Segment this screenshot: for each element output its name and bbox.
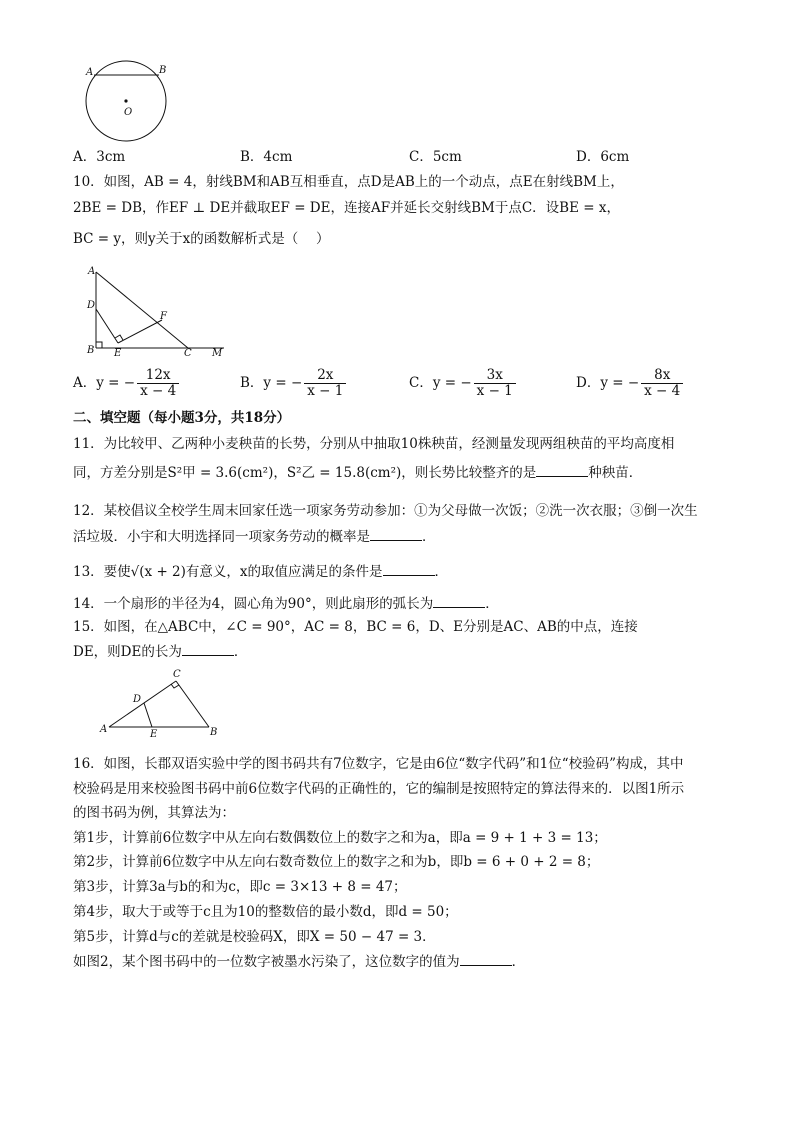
label-a: A [86,67,94,78]
label-c: C [173,669,181,680]
segment-de [144,703,152,727]
q12-line2-start: 活垃圾．小宇和大明选择同一项家务劳动的概率是 [73,529,370,545]
option-prefix: B．y = − [240,375,303,391]
denominator: x − 4 [644,383,681,399]
center-point [124,99,127,102]
q15-line1: 15．如图，在△ABC中，∠C = 90°，AC = 8，BC = 6，D、E分别是AC、AB的中点，连接 [73,619,638,635]
fraction [641,368,683,399]
segment-ac [96,272,188,348]
q14-answer-blank[interactable] [433,594,485,608]
q9-option-d[interactable]: D．6cm [576,149,630,165]
q10-option-a[interactable] [73,368,179,399]
q13-line [73,562,448,581]
q10-line3: BC = y，则y关于x的函数解析式是（ ） [73,231,330,247]
q16-last-line [73,952,525,971]
q16-line2: 校验码是用来校验图书码中前6位数字代码的正确性的，它的编制是按照特定的算法得来的．以图1所示 [73,781,685,797]
q16-step3: 第3步，计算3a与b的和为c，即c = 3×13 + 8 = 47； [73,879,407,895]
q10-option-d[interactable] [576,368,683,399]
label-m: M [212,348,223,359]
segment-ef [118,320,162,343]
q16-last-start: 如图2，某个图书码中的一位数字被墨水污染了，这位数字的值为 [73,954,460,970]
q14-start: 14．一个扇形的半径为4，圆心角为90°，则此扇形的弧长为 [73,596,434,612]
q16-step1: 第1步，计算前6位数字中从左向右数偶数位上的数字之和为a，即a = 9 + 1 + 3 = 13； [73,830,607,846]
right-angle-c [171,684,179,688]
label-d: D [133,694,142,705]
q10-option-c[interactable] [409,368,516,399]
q15-answer-blank[interactable] [182,642,234,656]
numerator: 3x [474,368,516,384]
q16-last-end: ． [511,954,526,970]
q16-step2: 第2步，计算前6位数字中从左向右数奇数位上的数字之和为b，即b = 6 + 0 + 2 = 8； [73,854,600,870]
q11-line2 [73,463,642,482]
label-c: C [184,348,192,359]
q10-line2: 2BE = DB，作EF ⊥ DE并截取EF = DE，连接AF并延长交射线BM于点C．设BE = x， [73,200,620,216]
q15-line2-end: ． [233,644,248,660]
q13-start: 13．要使√(x + 2)有意义，x的取值应满足的条件是 [73,564,383,580]
q14-end: ． [485,596,499,612]
numerator: 12x [137,368,179,384]
q11-answer-blank[interactable] [536,463,588,477]
q15-line2-start: DE，则DE的长为 [73,644,182,660]
q15-line2 [73,642,247,661]
option-prefix: A．y = − [73,375,136,391]
q16-step4: 第4步，取大于或等于c且为10的整数倍的最小数d，即d = 50； [73,904,458,920]
denominator: x − 4 [140,383,177,399]
circle-diagram [82,60,172,144]
numerator: 8x [641,368,683,384]
q12-line2-end: ． [422,529,436,545]
segment-de [96,309,118,343]
numerator: 2x [304,368,346,384]
q11-line2-end: 种秧苗． [588,465,643,481]
q15-figure [98,666,228,738]
q14-line [73,594,499,613]
q9-option-b[interactable]: B．4cm [240,149,293,165]
q13-end: ． [434,564,449,580]
segment-ac [109,681,176,727]
q11-line1: 11．为比较甲、乙两种小麦秧苗的长势，分别从中抽取10株秧苗，经测量发现两组秧苗的平均高度相 [73,436,675,452]
q9-option-c[interactable]: C．5cm [409,149,462,165]
q9-options [73,147,713,169]
segment-cb [176,681,209,727]
q9-option-a[interactable]: A．3cm [73,149,126,165]
q16-line3: 的图书码为例，其算法为： [73,805,235,821]
q13-answer-blank[interactable] [383,562,435,576]
fraction [474,368,516,399]
right-angle-e [115,335,123,340]
label-e: E [114,348,122,359]
label-f: F [160,311,167,322]
label-d: D [87,300,96,311]
label-a: A [88,266,96,277]
option-prefix: C．y = − [409,375,472,391]
q12-line2 [73,527,436,546]
q10-diagram [84,265,234,360]
q10-option-b[interactable] [240,368,346,399]
right-angle-b [96,342,102,348]
q16-answer-blank[interactable] [460,952,512,966]
circle-figure [82,60,172,144]
label-b: B [159,65,167,76]
label-b: B [210,727,218,738]
q11-line2-start: 同，方差分别是S²甲 = 3.6(cm²)，S²乙 = 15.8(cm²)，则长势比较整齐的是 [73,465,537,481]
q16-line1: 16．如图，长郡双语实验中学的图书码共有7位数字，它是由6位“数字代码”和1位“校验码”构成，其中 [73,756,684,772]
q12-line1: 12．某校倡议全校学生周末回家任选一项家务劳动参加：①为父母做一次饭；②洗一次衣服；③倒一次生 [73,503,698,519]
section-title: 二、填空题（每小题3分，共18分） [73,410,291,426]
fraction [137,368,179,399]
denominator: x − 1 [307,383,344,399]
q15-diagram [98,666,228,738]
label-o: O [124,107,133,118]
q16-step5: 第5步，计算d与c的差就是校验码X，即X = 50 − 47 = 3． [73,929,436,945]
label-e: E [150,729,158,740]
fraction [304,368,346,399]
q10-options [73,368,713,404]
q10-figure [84,265,234,360]
option-prefix: D．y = − [576,375,640,391]
denominator: x − 1 [476,383,513,399]
q12-answer-blank[interactable] [370,527,422,541]
label-a: A [100,724,108,735]
label-b: B [87,345,95,356]
q10-line1: 10．如图，AB = 4，射线BM和AB互相垂直，点D是AB上的一个动点，点E在射线BM上， [73,174,624,190]
